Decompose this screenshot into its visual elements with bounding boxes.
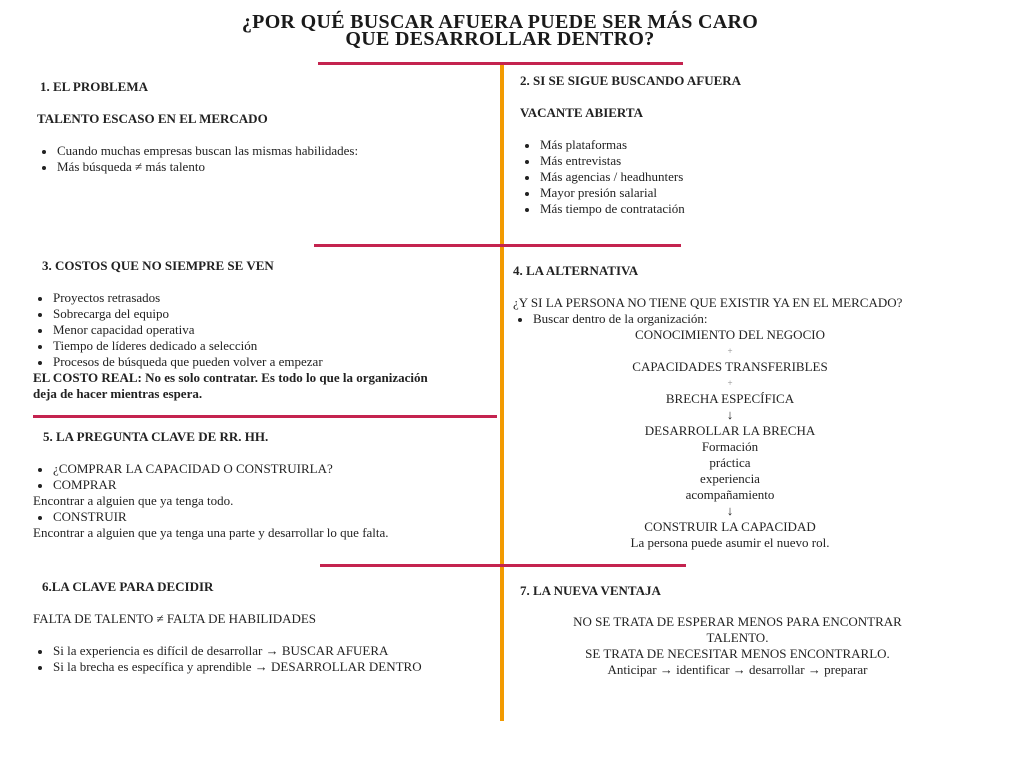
flow-sub-practice: práctica: [709, 455, 751, 470]
section-6-decision-key: [33, 579, 495, 675]
section-2-list: [520, 137, 1000, 217]
section-5-build-description: Encontrar a alguien que ya tenga una parte y desarrollar lo que falta.: [33, 525, 389, 540]
section-7-line-1: NO SE TRATA DE ESPERAR MENOS PARA ENCONTRAR: [573, 614, 902, 629]
section-5-list-2: [33, 509, 495, 525]
list-item: Más agencias / headhunters: [520, 169, 1000, 185]
divider-top: [318, 62, 683, 65]
list-item: Si la brecha es específica y aprendible → DESARROLLAR DENTRO: [33, 659, 495, 675]
section-4-list: [513, 311, 1003, 327]
flow-item-specific-gap: BRECHA ESPECÍFICA: [665, 391, 795, 406]
vertical-divider: [500, 65, 504, 721]
section-3-heading: 3. COSTOS QUE NO SIEMPRE SE VEN: [42, 258, 274, 273]
section-7-heading: 7. LA NUEVA VENTAJA: [520, 583, 661, 598]
section-5-list: [33, 461, 495, 493]
section-5-heading: 5. LA PREGUNTA CLAVE DE RR. HH.: [43, 429, 269, 444]
section-4-alternative: [513, 263, 1003, 327]
section-5-buy-description: Encontrar a alguien que ya tenga todo.: [33, 493, 234, 508]
section-6-subheading: FALTA DE TALENTO ≠ FALTA DE HABILIDADES: [33, 611, 317, 626]
section-4-flow: [530, 327, 930, 551]
list-item: Si la experiencia es difícil de desarrollar → BUSCAR AFUERA: [33, 643, 495, 659]
section-2-heading: 2. SI SE SIGUE BUSCANDO AFUERA: [520, 73, 742, 88]
flow-sub-mentoring: acompañamiento: [685, 487, 775, 502]
flow-sub-experience: experiencia: [700, 471, 760, 486]
list-item: Procesos de búsqueda que pueden volver a empezar: [33, 354, 495, 370]
section-7-line-3: SE TRATA DE NECESITAR MENOS ENCONTRARLO.: [585, 646, 890, 661]
list-item: Cuando muchas empresas buscan las mismas habilidades:: [37, 143, 492, 159]
flow-item-transferable-skills: CAPACIDADES TRANSFERIBLES: [632, 359, 828, 374]
list-item: Tiempo de líderes dedicado a selección: [33, 338, 495, 354]
page-title: [0, 11, 1000, 50]
list-item: Más plataformas: [520, 137, 1000, 153]
title-line-1: ¿POR QUÉ BUSCAR AFUERA PUEDE SER MÁS CARO: [241, 11, 759, 33]
section-1-heading: 1. EL PROBLEMA: [40, 79, 148, 94]
list-item: Mayor presión salarial: [520, 185, 1000, 201]
section-3-list: [33, 290, 495, 370]
list-item: COMPRAR: [33, 477, 495, 493]
list-item: Buscar dentro de la organización:: [513, 311, 1003, 327]
section-5-hr-question: [33, 429, 495, 541]
flow-sub-training: Formación: [701, 439, 759, 454]
list-item: Más entrevistas: [520, 153, 1000, 169]
list-item: ¿COMPRAR LA CAPACIDAD O CONSTRUIRLA?: [33, 461, 495, 477]
plus-symbol: +: [727, 346, 733, 356]
plus-symbol: +: [727, 378, 733, 388]
title-line-2: QUE DESARROLLAR DENTRO?: [345, 28, 655, 50]
section-4-heading: 4. LA ALTERNATIVA: [513, 263, 639, 278]
divider-row-4: [320, 564, 686, 567]
section-6-heading: 6.LA CLAVE PARA DECIDIR: [42, 579, 214, 594]
section-2-search-outside: [520, 73, 1000, 217]
flow-item-new-role: La persona puede asumir el nuevo rol.: [630, 535, 830, 550]
section-6-list: [33, 643, 495, 675]
section-1-body: [37, 111, 492, 175]
divider-left-middle: [33, 415, 497, 418]
section-3-hidden-costs: [33, 258, 495, 402]
section-2-subheading: VACANTE ABIERTA: [520, 105, 643, 120]
section-1-list: [37, 143, 492, 175]
list-item: Proyectos retrasados: [33, 290, 495, 306]
section-7-line-4: Anticipar → identificar → desarrollar → preparar: [607, 662, 868, 677]
flow-item-build-capacity: CONSTRUIR LA CAPACIDAD: [644, 519, 816, 534]
list-item: Más tiempo de contratación: [520, 201, 1000, 217]
down-arrow-icon: ↓: [726, 407, 734, 422]
section-7-body: [530, 614, 945, 678]
section-1-subheading: TALENTO ESCASO EN EL MERCADO: [37, 111, 268, 126]
list-item: Sobrecarga del equipo: [33, 306, 495, 322]
divider-row-2: [314, 244, 681, 247]
down-arrow-icon: ↓: [726, 503, 734, 518]
list-item: Menor capacidad operativa: [33, 322, 495, 338]
flow-item-develop-gap: DESARROLLAR LA BRECHA: [644, 423, 816, 438]
flow-item-business-knowledge: CONOCIMIENTO DEL NEGOCIO: [635, 327, 825, 342]
section-4-question: ¿Y SI LA PERSONA NO TIENE QUE EXISTIR YA EN EL MERCADO?: [513, 295, 903, 310]
section-3-conclusion-line-1: EL COSTO REAL: No es solo contratar. Es todo lo que la organización: [33, 370, 428, 385]
list-item: Más búsqueda ≠ más talento: [37, 159, 492, 175]
section-7-line-2: TALENTO.: [706, 630, 769, 645]
section-1-problem: [40, 79, 490, 95]
section-7-new-advantage: [520, 583, 1000, 599]
list-item: CONSTRUIR: [33, 509, 495, 525]
section-3-conclusion-line-2: deja de hacer mientras espera.: [33, 386, 203, 401]
